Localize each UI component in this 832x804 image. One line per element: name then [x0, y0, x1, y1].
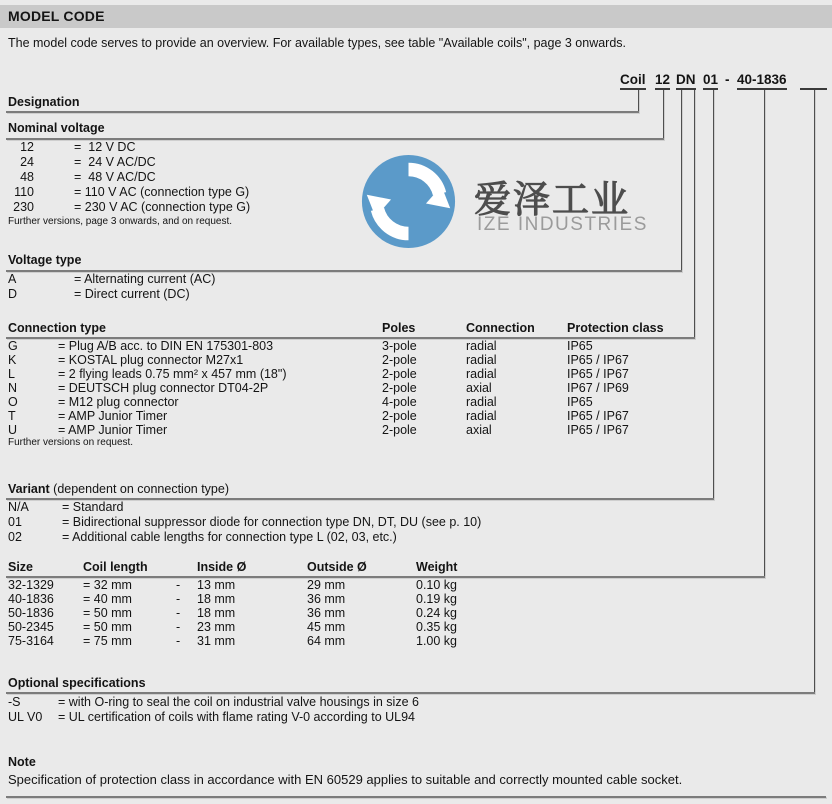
coil-length-cell: = 32 mm — [83, 578, 132, 592]
size-column-header: Size — [8, 560, 34, 574]
desc-cell: = KOSTAL plug connector M27x1 — [58, 353, 244, 367]
connection-cell: axial — [466, 423, 492, 437]
weight-cell: 0.24 kg — [416, 606, 458, 620]
dash-cell: - — [176, 578, 181, 592]
model-code-voltage-digits: 12 — [655, 72, 670, 90]
code-cell: 12 — [20, 140, 34, 154]
protection-cell: IP67 / IP69 — [567, 381, 629, 395]
weight-cell: 0.35 kg — [416, 620, 458, 634]
coil-length-cell: = 75 mm — [83, 634, 132, 648]
code-cell: 02 — [8, 530, 22, 544]
desc-cell: = AMP Junior Timer — [58, 409, 168, 423]
code-cell: K — [8, 353, 17, 367]
intro-text: The model code serves to provide an overview. For available types, see table "Available coils", page 3 onwards. — [8, 36, 627, 50]
outside-diameter-cell: 45 mm — [307, 620, 346, 634]
connection-cell: axial — [466, 381, 492, 395]
protection-cell: IP65 — [567, 395, 593, 409]
size-code-cell: 50-1836 — [8, 606, 54, 620]
coil-length-cell: = 50 mm — [83, 606, 132, 620]
model-code-separator: - — [725, 72, 730, 87]
nominal-voltage-rows — [8, 140, 250, 215]
section-underline-optional — [6, 692, 815, 694]
nominal-voltage-row — [8, 140, 250, 155]
desc-cell: = DEUTSCH plug connector DT04-2P — [58, 381, 269, 395]
inside-diameter-cell: 18 mm — [197, 592, 236, 606]
desc-cell: = with O-ring to seal the coil on industrial valve housings in size 6 — [58, 695, 419, 709]
coil-length-cell: = 40 mm — [83, 592, 132, 606]
watermark-logo-icon — [360, 153, 457, 250]
protection-cell: IP65 — [567, 339, 593, 353]
designation-label: Designation — [8, 95, 80, 109]
nominal-voltage-heading: Nominal voltage — [8, 121, 105, 135]
poles-cell: 2-pole — [382, 381, 417, 395]
variant-rows — [8, 500, 481, 545]
weight-cell: 1.00 kg — [416, 634, 458, 648]
poles-cell: 4-pole — [382, 395, 417, 409]
note-text: Specification of protection class in accordance with EN 60529 applies to suitable and correctly mounted cable socket. — [8, 772, 683, 787]
connection-type-rows — [8, 339, 629, 437]
dash-cell: - — [176, 592, 181, 606]
coil-length-cell: = 50 mm — [83, 620, 132, 634]
section-underline-designation — [6, 111, 639, 113]
variant-suffix: (dependent on connection type) — [49, 482, 229, 496]
connection-column-header: Connection — [466, 321, 535, 335]
protection-cell: IP65 / IP67 — [567, 353, 629, 367]
desc-cell: = 24 V AC/DC — [74, 155, 156, 169]
dash-cell: - — [176, 634, 181, 648]
size-table-header — [8, 560, 457, 574]
leader-line-optional — [814, 90, 815, 694]
size-table-rows — [8, 578, 457, 648]
spacer-column-header — [176, 560, 197, 574]
desc-cell: = 48 V AC/DC — [74, 170, 156, 184]
desc-cell: = 230 V AC (connection type G) — [74, 200, 251, 214]
nominal-voltage-row — [8, 155, 250, 170]
nominal-voltage-row — [8, 200, 250, 215]
code-cell: U — [8, 423, 18, 437]
code-cell: T — [8, 409, 16, 423]
code-cell: 24 — [20, 155, 34, 169]
voltage-type-row — [8, 272, 215, 287]
size-code-cell: 75-3164 — [8, 634, 54, 648]
optional-row — [8, 695, 419, 710]
coil-length-column-header: Coil length — [83, 560, 148, 574]
poles-column-header: Poles — [382, 321, 416, 335]
model-code-size-digits: 40-1836 — [737, 72, 787, 90]
model-code-type-letters: DN — [676, 72, 696, 90]
code-cell: O — [8, 395, 18, 409]
optional-row — [8, 710, 419, 725]
inside-diameter-column-header: Inside Ø — [197, 560, 247, 574]
further-versions-note: Further versions on request. — [8, 437, 134, 448]
size-code-cell: 40-1836 — [8, 592, 54, 606]
code-cell: 48 — [20, 170, 34, 184]
desc-cell: = Alternating current (AC) — [74, 272, 216, 286]
protection-cell: IP65 / IP67 — [567, 367, 629, 381]
code-cell: A — [8, 272, 17, 286]
bottom-rule — [6, 796, 826, 798]
voltage-type-rows — [8, 272, 215, 302]
poles-cell: 2-pole — [382, 423, 417, 437]
outside-diameter-column-header: Outside Ø — [307, 560, 367, 574]
outside-diameter-cell: 29 mm — [307, 578, 346, 592]
code-cell: N — [8, 381, 18, 395]
leader-line-size — [764, 90, 765, 578]
poles-cell: 2-pole — [382, 353, 417, 367]
code-cell: -S — [8, 695, 21, 709]
variant-row — [8, 530, 481, 545]
voltage-type-heading: Voltage type — [8, 253, 82, 267]
leader-line-connection-type — [694, 90, 695, 339]
desc-cell: = Standard — [62, 500, 124, 514]
variant-row — [8, 500, 481, 515]
protection-class-column-header: Protection class — [567, 321, 664, 335]
watermark-cn-text: 爱泽工业 — [474, 179, 630, 220]
size-code-cell: 50-2345 — [8, 620, 54, 634]
weight-cell: 0.19 kg — [416, 592, 458, 606]
poles-cell: 2-pole — [382, 409, 417, 423]
model-code-optional-underscore — [800, 74, 827, 90]
code-cell: N/A — [8, 500, 29, 514]
title-bar — [0, 5, 832, 28]
desc-cell: = 2 flying leads 0.75 mm² x 457 mm (18") — [58, 367, 287, 381]
code-cell: 110 — [14, 185, 34, 199]
watermark-en-text: IZE INDUSTRIES — [477, 214, 648, 235]
variant-label: Variant — [8, 482, 50, 496]
inside-diameter-cell: 31 mm — [197, 634, 236, 648]
protection-cell: IP65 / IP67 — [567, 409, 629, 423]
outside-diameter-cell: 36 mm — [307, 592, 346, 606]
poles-cell: 3-pole — [382, 339, 417, 353]
connection-cell: radial — [466, 395, 497, 409]
code-cell: G — [8, 339, 18, 353]
code-cell: L — [8, 367, 15, 381]
further-versions-note: Further versions, page 3 onwards, and on request. — [8, 216, 233, 227]
desc-cell: = Bidirectional suppressor diode for connection type DN, DT, DU (see p. 10) — [62, 515, 482, 529]
connection-type-header — [8, 321, 664, 335]
model-code-prefix: Coil — [620, 72, 646, 90]
optional-specifications-heading: Optional specifications — [8, 676, 146, 690]
dash-cell: - — [176, 606, 181, 620]
weight-cell: 0.10 kg — [416, 578, 458, 592]
desc-cell: = AMP Junior Timer — [58, 423, 168, 437]
code-cell: D — [8, 287, 18, 301]
desc-cell: = Plug A/B acc. to DIN EN 175301-803 — [58, 339, 274, 353]
protection-cell: IP65 / IP67 — [567, 423, 629, 437]
desc-cell: = UL certification of coils with flame rating V-0 according to UL94 — [58, 710, 416, 724]
inside-diameter-cell: 23 mm — [197, 620, 236, 634]
inside-diameter-cell: 13 mm — [197, 578, 236, 592]
inside-diameter-cell: 18 mm — [197, 606, 236, 620]
code-cell: 01 — [8, 515, 22, 529]
desc-cell: = 110 V AC (connection type G) — [74, 185, 250, 199]
leader-line-voltage-type — [681, 90, 682, 272]
outside-diameter-cell: 36 mm — [307, 606, 346, 620]
leader-line-nominal-voltage — [663, 90, 664, 140]
variant-heading — [8, 482, 229, 496]
desc-cell: = M12 plug connector — [58, 395, 179, 409]
optional-specifications-rows — [8, 695, 419, 725]
poles-cell: 2-pole — [382, 367, 417, 381]
weight-column-header: Weight — [416, 560, 458, 574]
leader-line-variant — [713, 90, 714, 500]
connection-type-heading: Connection type — [8, 321, 106, 335]
connection-cell: radial — [466, 367, 497, 381]
nominal-voltage-row — [8, 185, 250, 200]
desc-cell: = Direct current (DC) — [74, 287, 190, 301]
code-cell: 230 — [13, 200, 34, 214]
voltage-type-row — [8, 287, 215, 302]
desc-cell: = 12 V DC — [74, 140, 136, 154]
code-cell: UL V0 — [8, 710, 43, 724]
model-code-variant-digits: 01 — [703, 72, 718, 90]
leader-line-designation — [638, 90, 639, 113]
connection-cell: radial — [466, 339, 497, 353]
connection-cell: radial — [466, 353, 497, 367]
outside-diameter-cell: 64 mm — [307, 634, 346, 648]
variant-row — [8, 515, 481, 530]
size-code-cell: 32-1329 — [8, 578, 54, 592]
note-heading: Note — [8, 755, 36, 769]
dash-cell: - — [176, 620, 181, 634]
desc-cell: = Additional cable lengths for connection type L (02, 03, etc.) — [62, 530, 397, 544]
nominal-voltage-row — [8, 170, 250, 185]
page-title: MODEL CODE — [8, 8, 105, 24]
connection-cell: radial — [466, 409, 497, 423]
